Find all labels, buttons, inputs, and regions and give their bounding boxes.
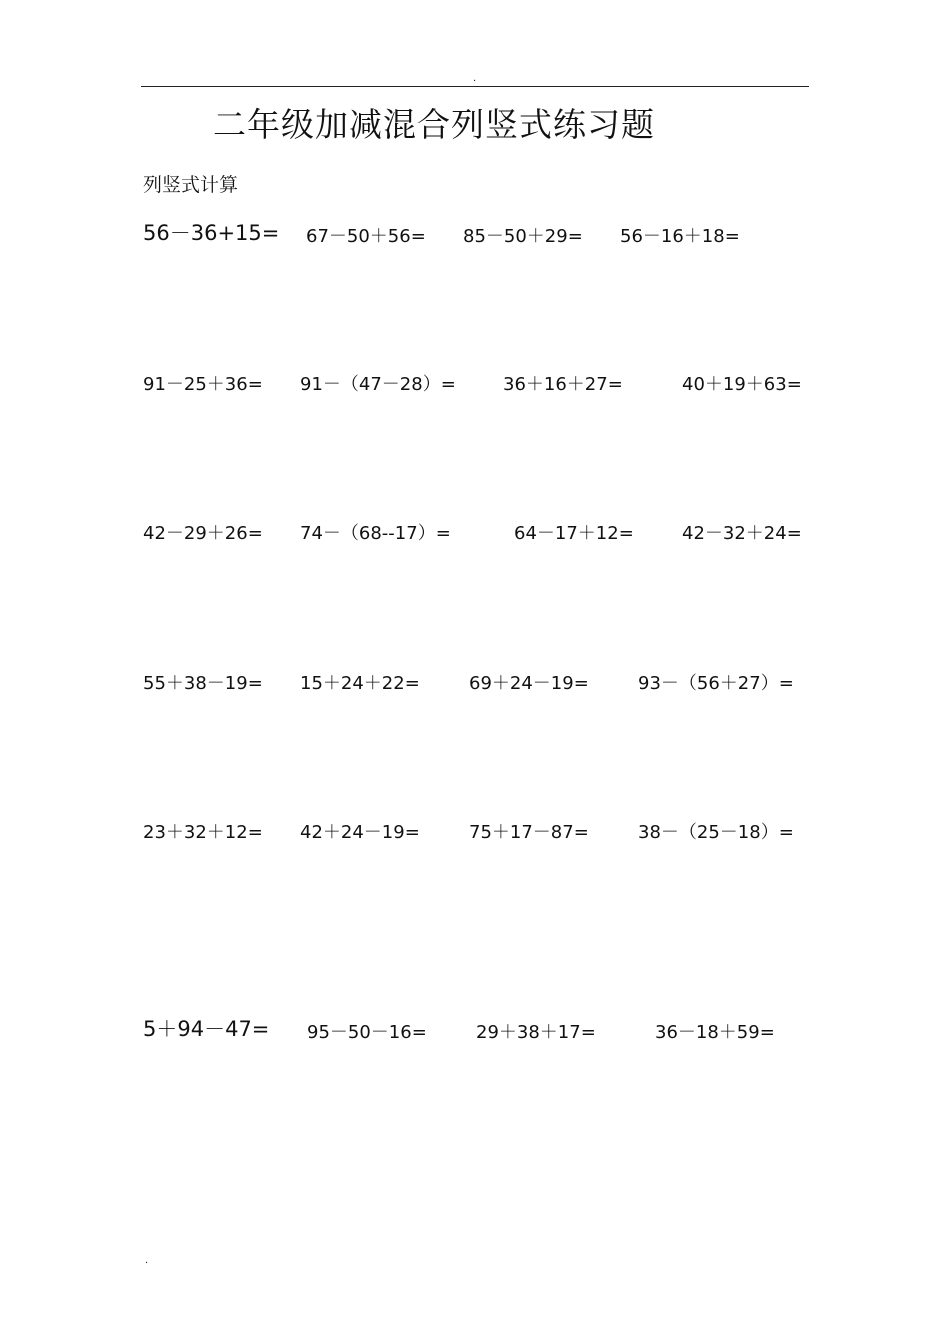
problem-r3-c3: 64－17＋12= — [514, 523, 634, 544]
problem-r1-c3: 85－50＋29= — [463, 226, 583, 247]
problem-r4-c3: 69＋24－19= — [469, 673, 589, 694]
problem-r5-c1: 23＋32＋12= — [143, 822, 263, 843]
header-dot: . — [473, 73, 477, 84]
problem-r2-c4: 40＋19＋63= — [682, 374, 802, 395]
problem-r6-c2: 95－50－16= — [307, 1022, 427, 1043]
problem-r1-c1: 56－36+15= — [143, 221, 280, 245]
problem-r3-c2: 74－（68--17）= — [300, 523, 451, 544]
problem-r1-c2: 67－50＋56= — [306, 226, 426, 247]
problem-r6-c1: 5＋94－47= — [143, 1017, 270, 1041]
problem-r5-c2: 42＋24－19= — [300, 822, 420, 843]
problem-r2-c2: 91－（47－28）= — [300, 374, 456, 395]
problem-r5-c4: 38－（25－18）= — [638, 822, 794, 843]
problem-r6-c4: 36－18＋59= — [655, 1022, 775, 1043]
problem-r4-c1: 55＋38－19= — [143, 673, 263, 694]
problem-r2-c3: 36＋16＋27= — [503, 374, 623, 395]
section-heading: 列竖式计算 — [143, 174, 239, 196]
problem-r4-c2: 15＋24＋22= — [300, 673, 420, 694]
header-rule — [141, 86, 809, 87]
problem-r1-c4: 56－16＋18= — [620, 226, 740, 247]
problem-r3-c1: 42－29＋26= — [143, 523, 263, 544]
page-title: 二年级加减混合列竖式练习题 — [213, 105, 655, 144]
problem-r5-c3: 75＋17－87= — [469, 822, 589, 843]
problem-r3-c4: 42－32＋24= — [682, 523, 802, 544]
problem-r4-c4: 93－（56＋27）= — [638, 673, 794, 694]
footer-dot: . — [145, 1255, 149, 1266]
problem-r6-c3: 29＋38＋17= — [476, 1022, 596, 1043]
problem-r2-c1: 91－25＋36= — [143, 374, 263, 395]
